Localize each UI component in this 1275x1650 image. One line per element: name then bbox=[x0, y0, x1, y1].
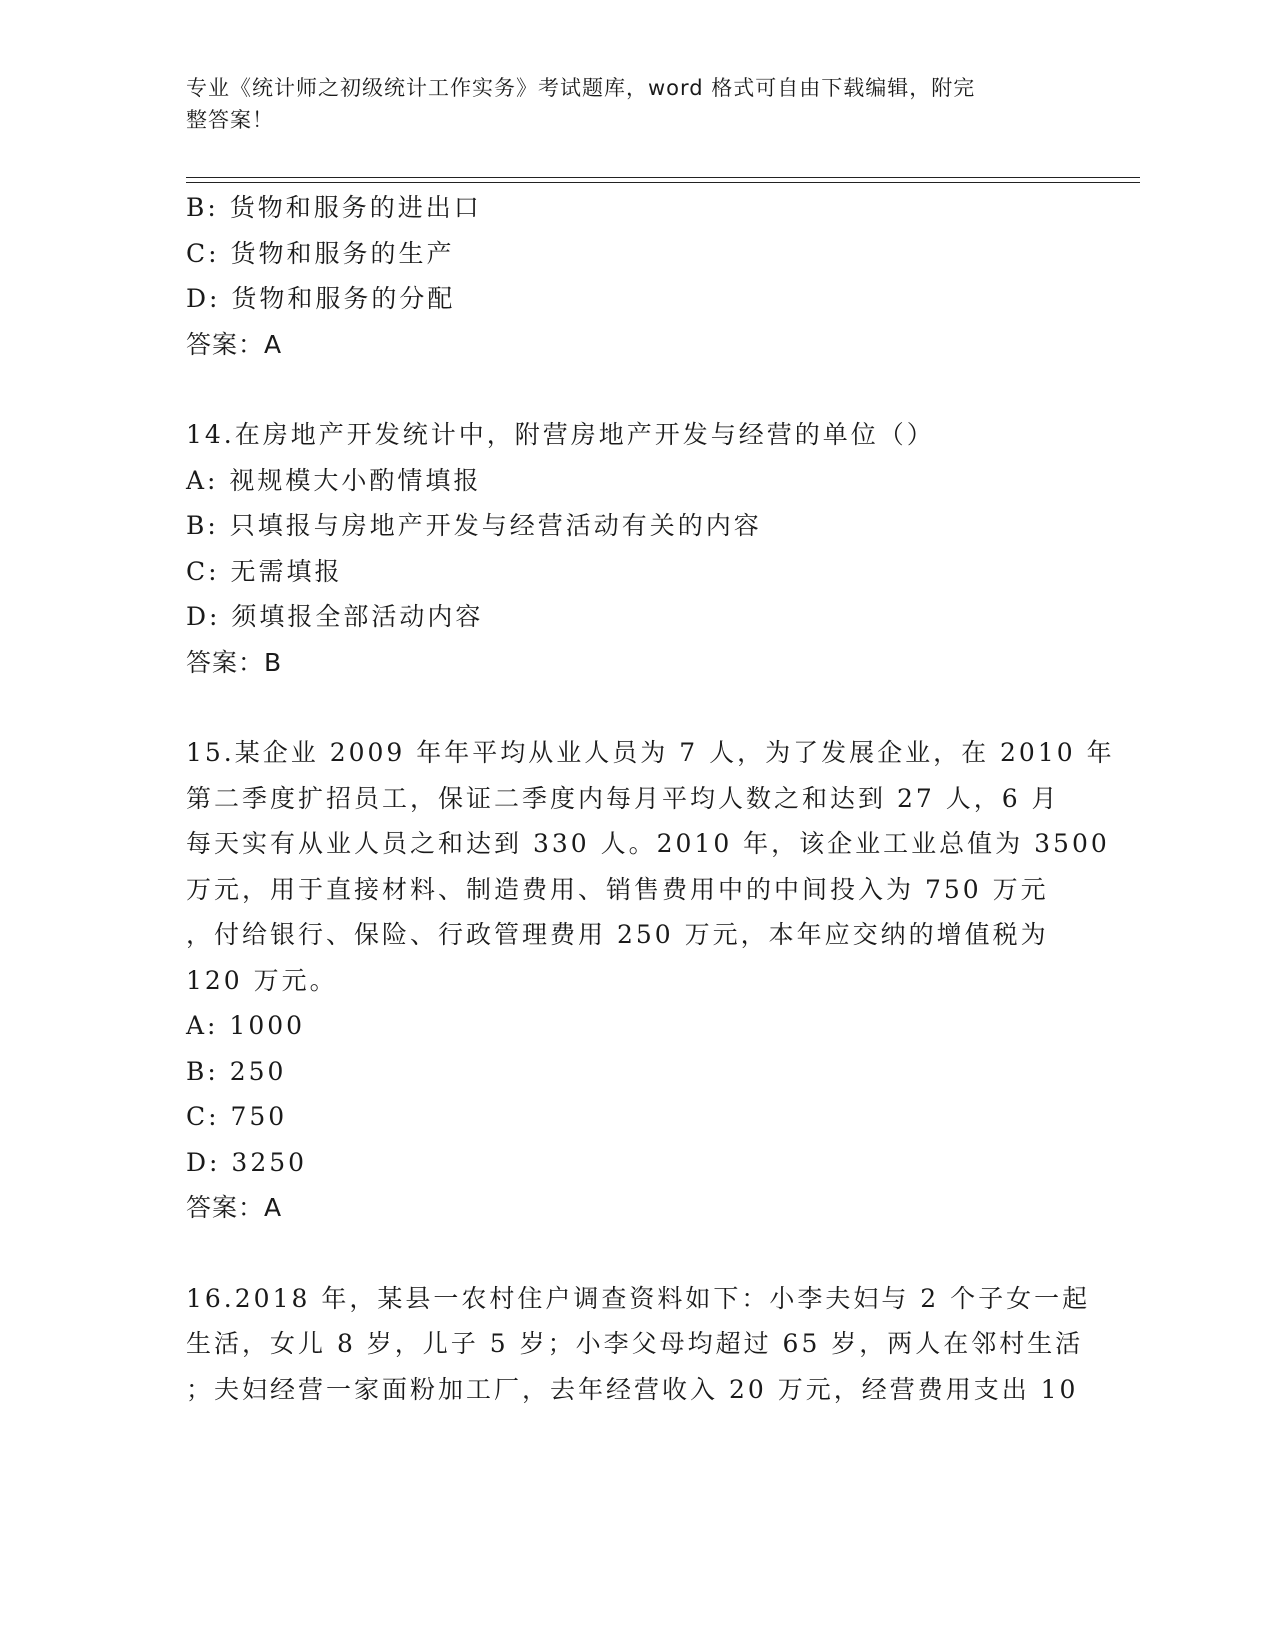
option-d: D: 3250 bbox=[186, 1147, 308, 1177]
question-stem-line: 每天实有从业人员之和达到 330 人。2010 年，该企业工业总值为 3500 bbox=[186, 829, 1110, 858]
question-stem-line: 生活，女儿 8 岁，儿子 5 岁；小李父母均超过 65 岁，两人在邻村生活 bbox=[186, 1329, 1084, 1358]
question-stem-line: 万元，用于直接材料、制造费用、销售费用中的中间投入为 750 万元 bbox=[186, 874, 1049, 904]
option-d: D: 货物和服务的分配 bbox=[186, 284, 456, 313]
answer-line: 答案：A bbox=[186, 1193, 283, 1222]
option-a: A: 视规模大小酌情填报 bbox=[186, 465, 482, 495]
question-16 bbox=[186, 1276, 1091, 1413]
question-stem-line: 第二季度扩招员工，保证二季度内每月平均人数之和达到 27 人，6 月 bbox=[186, 783, 1060, 813]
option-c: C: 750 bbox=[186, 1102, 288, 1131]
answer-line: 答案：A bbox=[186, 329, 283, 359]
option-c: C: 货物和服务的生产 bbox=[186, 238, 455, 268]
answer-line: 答案：B bbox=[186, 647, 283, 677]
option-b: B: 只填报与房地产开发与经营活动有关的内容 bbox=[186, 511, 762, 540]
option-b: B: 250 bbox=[186, 1056, 287, 1086]
question-13-tail bbox=[186, 185, 1066, 367]
question-stem-line: ，付给银行、保险、行政管理费用 250 万元，本年应交纳的增值税为 bbox=[186, 920, 1049, 949]
header-divider-top bbox=[186, 177, 1140, 178]
question-stem-line: 15.某企业 2009 年年平均从业人员为 7 人，为了发展企业，在 2010 年 bbox=[186, 738, 1115, 767]
question-15 bbox=[186, 730, 1115, 1231]
header-line-2: 整答案！ bbox=[186, 108, 274, 132]
question-14 bbox=[186, 412, 1066, 685]
question-stem-line: 120 万元。 bbox=[186, 965, 338, 995]
question-stem: 14.在房地产开发统计中，附营房地产开发与经营的单位（） bbox=[186, 420, 935, 449]
option-d: D: 须填报全部活动内容 bbox=[186, 602, 484, 631]
spacer bbox=[186, 685, 1066, 730]
option-a: A: 1000 bbox=[186, 1011, 306, 1040]
question-content bbox=[186, 185, 1115, 1412]
spacer bbox=[186, 367, 1066, 412]
page-header bbox=[186, 72, 1066, 136]
spacer bbox=[186, 1231, 1066, 1276]
question-stem-line: ；夫妇经营一家面粉加工厂，去年经营收入 20 万元，经营费用支出 10 bbox=[186, 1374, 1079, 1404]
option-c: C: 无需填报 bbox=[186, 556, 343, 586]
header-divider-bottom bbox=[186, 182, 1140, 183]
question-stem-line: 16.2018 年，某县一农村住户调查资料如下：小李夫妇与 2 个子女一起 bbox=[186, 1283, 1091, 1313]
option-b: B: 货物和服务的进出口 bbox=[186, 193, 482, 222]
header-line-1: 专业《统计师之初级统计工作实务》考试题库，word 格式可自由下载编辑，附完 bbox=[186, 76, 976, 100]
